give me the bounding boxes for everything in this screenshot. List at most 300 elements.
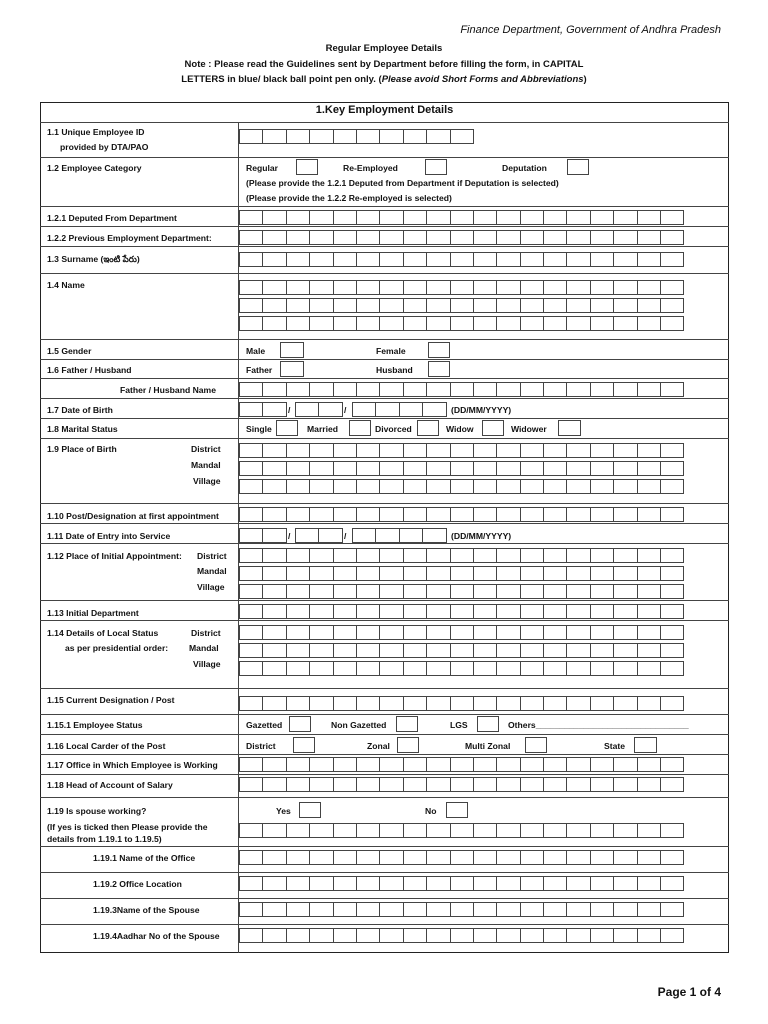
char-box[interactable] [286, 823, 310, 838]
char-box[interactable] [590, 696, 614, 711]
char-box[interactable] [426, 461, 450, 476]
char-box[interactable] [660, 479, 684, 494]
char-box[interactable] [286, 625, 310, 640]
char-box[interactable] [590, 298, 614, 313]
char-box[interactable] [566, 280, 590, 295]
char-box[interactable] [403, 823, 427, 838]
char-box[interactable] [613, 777, 637, 792]
char-box[interactable] [520, 252, 544, 267]
char-box[interactable] [450, 757, 474, 772]
char-box[interactable] [239, 316, 263, 331]
doe-dd-boxes[interactable] [239, 528, 286, 543]
char-box[interactable] [496, 298, 520, 313]
char-box[interactable] [356, 850, 380, 865]
char-box[interactable] [566, 548, 590, 563]
initial-dept-boxes[interactable] [239, 604, 683, 619]
char-box[interactable] [473, 604, 497, 619]
char-box[interactable] [660, 876, 684, 891]
char-box[interactable] [333, 696, 357, 711]
char-box[interactable] [239, 823, 263, 838]
char-box[interactable] [309, 604, 333, 619]
char-box[interactable] [520, 902, 544, 917]
checkbox-state[interactable] [634, 737, 657, 753]
char-box[interactable] [473, 928, 497, 943]
char-box[interactable] [590, 604, 614, 619]
char-box[interactable] [566, 850, 590, 865]
char-box[interactable] [450, 129, 474, 144]
char-box[interactable] [613, 507, 637, 522]
char-box[interactable] [356, 479, 380, 494]
char-box[interactable] [309, 928, 333, 943]
char-box[interactable] [660, 643, 684, 658]
char-box[interactable] [520, 316, 544, 331]
char-box[interactable] [613, 479, 637, 494]
char-box[interactable] [590, 479, 614, 494]
char-box[interactable] [239, 298, 263, 313]
char-box[interactable] [566, 643, 590, 658]
char-box[interactable] [450, 823, 474, 838]
checkbox-lgs[interactable] [477, 716, 499, 732]
char-box[interactable] [333, 252, 357, 267]
char-box[interactable] [309, 129, 333, 144]
char-box[interactable] [239, 625, 263, 640]
char-box[interactable] [403, 479, 427, 494]
char-box[interactable] [613, 566, 637, 581]
char-box[interactable] [590, 584, 614, 599]
char-box[interactable] [637, 850, 661, 865]
doe-yyyy-boxes[interactable] [352, 528, 446, 543]
char-box[interactable] [356, 902, 380, 917]
char-box[interactable] [262, 402, 286, 417]
char-box[interactable] [543, 230, 567, 245]
doe-mm-boxes[interactable] [295, 528, 342, 543]
char-box[interactable] [375, 402, 399, 417]
char-box[interactable] [403, 928, 427, 943]
char-box[interactable] [660, 823, 684, 838]
char-box[interactable] [473, 902, 497, 917]
char-box[interactable] [637, 461, 661, 476]
char-box[interactable] [333, 584, 357, 599]
char-box[interactable] [262, 461, 286, 476]
char-box[interactable] [356, 210, 380, 225]
char-box[interactable] [333, 507, 357, 522]
char-box[interactable] [590, 876, 614, 891]
char-box[interactable] [473, 443, 497, 458]
char-box[interactable] [333, 625, 357, 640]
char-box[interactable] [637, 823, 661, 838]
char-box[interactable] [543, 566, 567, 581]
char-box[interactable] [566, 876, 590, 891]
char-box[interactable] [262, 280, 286, 295]
char-box[interactable] [379, 230, 403, 245]
char-box[interactable] [262, 757, 286, 772]
char-box[interactable] [590, 625, 614, 640]
char-box[interactable] [262, 298, 286, 313]
char-box[interactable] [379, 584, 403, 599]
char-box[interactable] [379, 625, 403, 640]
checkbox-multi-zonal[interactable] [525, 737, 547, 753]
post-first-boxes[interactable] [239, 507, 683, 522]
char-box[interactable] [333, 443, 357, 458]
char-box[interactable] [333, 902, 357, 917]
char-box[interactable] [379, 876, 403, 891]
char-box[interactable] [356, 298, 380, 313]
char-box[interactable] [286, 230, 310, 245]
char-box[interactable] [473, 777, 497, 792]
char-box[interactable] [566, 443, 590, 458]
char-box[interactable] [262, 928, 286, 943]
char-box[interactable] [379, 696, 403, 711]
char-box[interactable] [590, 661, 614, 676]
char-box[interactable] [379, 928, 403, 943]
char-box[interactable] [286, 604, 310, 619]
checkbox-widower[interactable] [558, 420, 581, 436]
char-box[interactable] [543, 777, 567, 792]
checkbox-carder-district[interactable] [293, 737, 315, 753]
char-box[interactable] [613, 696, 637, 711]
char-box[interactable] [333, 823, 357, 838]
char-box[interactable] [309, 382, 333, 397]
char-box[interactable] [450, 928, 474, 943]
char-box[interactable] [286, 566, 310, 581]
char-box[interactable] [660, 902, 684, 917]
char-box[interactable] [496, 566, 520, 581]
char-box[interactable] [520, 777, 544, 792]
local-village-boxes[interactable] [239, 661, 683, 676]
char-box[interactable] [379, 566, 403, 581]
char-box[interactable] [496, 316, 520, 331]
char-box[interactable] [660, 507, 684, 522]
char-box[interactable] [309, 298, 333, 313]
char-box[interactable] [613, 604, 637, 619]
char-box[interactable] [637, 507, 661, 522]
char-box[interactable] [660, 316, 684, 331]
char-box[interactable] [450, 252, 474, 267]
char-box[interactable] [613, 876, 637, 891]
local-district-boxes[interactable] [239, 625, 683, 640]
char-box[interactable] [333, 316, 357, 331]
char-box[interactable] [426, 604, 450, 619]
char-box[interactable] [286, 777, 310, 792]
char-box[interactable] [450, 661, 474, 676]
char-box[interactable] [520, 566, 544, 581]
char-box[interactable] [239, 230, 263, 245]
char-box[interactable] [262, 528, 286, 543]
char-box[interactable] [613, 210, 637, 225]
char-box[interactable] [520, 625, 544, 640]
char-box[interactable] [566, 604, 590, 619]
char-box[interactable] [262, 252, 286, 267]
char-box[interactable] [262, 850, 286, 865]
char-box[interactable] [660, 210, 684, 225]
char-box[interactable] [637, 604, 661, 619]
char-box[interactable] [239, 507, 263, 522]
char-box[interactable] [426, 252, 450, 267]
char-box[interactable] [450, 777, 474, 792]
char-box[interactable] [379, 850, 403, 865]
char-box[interactable] [403, 696, 427, 711]
char-box[interactable] [239, 661, 263, 676]
char-box[interactable] [450, 230, 474, 245]
char-box[interactable] [239, 252, 263, 267]
char-box[interactable] [450, 548, 474, 563]
char-box[interactable] [637, 443, 661, 458]
char-box[interactable] [309, 461, 333, 476]
char-box[interactable] [262, 661, 286, 676]
char-box[interactable] [473, 584, 497, 599]
char-box[interactable] [286, 129, 310, 144]
char-box[interactable] [543, 696, 567, 711]
char-box[interactable] [473, 382, 497, 397]
char-box[interactable] [403, 661, 427, 676]
char-box[interactable] [613, 643, 637, 658]
char-box[interactable] [450, 461, 474, 476]
char-box[interactable] [543, 584, 567, 599]
char-box[interactable] [356, 382, 380, 397]
char-box[interactable] [496, 643, 520, 658]
char-box[interactable] [543, 461, 567, 476]
char-box[interactable] [379, 443, 403, 458]
char-box[interactable] [637, 298, 661, 313]
char-box[interactable] [379, 604, 403, 619]
char-box[interactable] [403, 507, 427, 522]
char-box[interactable] [590, 461, 614, 476]
char-box[interactable] [543, 823, 567, 838]
checkbox-regular[interactable] [296, 159, 318, 175]
char-box[interactable] [590, 443, 614, 458]
char-box[interactable] [239, 528, 263, 543]
char-box[interactable] [590, 757, 614, 772]
char-box[interactable] [637, 382, 661, 397]
char-box[interactable] [379, 210, 403, 225]
char-box[interactable] [286, 850, 310, 865]
char-box[interactable] [450, 625, 474, 640]
char-box[interactable] [356, 507, 380, 522]
char-box[interactable] [496, 696, 520, 711]
char-box[interactable] [566, 298, 590, 313]
char-box[interactable] [520, 382, 544, 397]
char-box[interactable] [473, 850, 497, 865]
char-box[interactable] [496, 382, 520, 397]
char-box[interactable] [473, 548, 497, 563]
fh-name-boxes[interactable] [239, 382, 683, 397]
char-box[interactable] [566, 316, 590, 331]
char-box[interactable] [660, 382, 684, 397]
dob-yyyy-boxes[interactable] [352, 402, 446, 417]
char-box[interactable] [543, 876, 567, 891]
char-box[interactable] [239, 461, 263, 476]
char-box[interactable] [356, 928, 380, 943]
char-box[interactable] [356, 548, 380, 563]
char-box[interactable] [637, 777, 661, 792]
char-box[interactable] [543, 643, 567, 658]
char-box[interactable] [426, 507, 450, 522]
char-box[interactable] [496, 252, 520, 267]
char-box[interactable] [403, 382, 427, 397]
char-box[interactable] [566, 902, 590, 917]
char-box[interactable] [426, 643, 450, 658]
char-box[interactable] [566, 252, 590, 267]
char-box[interactable] [473, 280, 497, 295]
checkbox-father[interactable] [280, 361, 304, 377]
char-box[interactable] [637, 316, 661, 331]
char-box[interactable] [496, 661, 520, 676]
char-box[interactable] [520, 280, 544, 295]
char-box[interactable] [520, 461, 544, 476]
char-box[interactable] [379, 661, 403, 676]
char-box[interactable] [543, 479, 567, 494]
char-box[interactable] [379, 461, 403, 476]
initial-village-boxes[interactable] [239, 584, 683, 599]
char-box[interactable] [566, 757, 590, 772]
char-box[interactable] [660, 777, 684, 792]
char-box[interactable] [309, 230, 333, 245]
char-box[interactable] [333, 548, 357, 563]
char-box[interactable] [450, 696, 474, 711]
char-box[interactable] [543, 507, 567, 522]
char-box[interactable] [520, 757, 544, 772]
char-box[interactable] [356, 316, 380, 331]
char-box[interactable] [473, 210, 497, 225]
char-box[interactable] [379, 643, 403, 658]
char-box[interactable] [309, 643, 333, 658]
char-box[interactable] [473, 252, 497, 267]
checkbox-yes[interactable] [299, 802, 321, 818]
char-box[interactable] [239, 402, 263, 417]
char-box[interactable] [496, 604, 520, 619]
char-box[interactable] [286, 696, 310, 711]
char-box[interactable] [262, 548, 286, 563]
initial-mandal-boxes[interactable] [239, 566, 683, 581]
char-box[interactable] [590, 316, 614, 331]
local-mandal-boxes[interactable] [239, 643, 683, 658]
char-box[interactable] [496, 210, 520, 225]
char-box[interactable] [356, 280, 380, 295]
char-box[interactable] [450, 643, 474, 658]
char-box[interactable] [637, 696, 661, 711]
char-box[interactable] [496, 928, 520, 943]
char-box[interactable] [286, 507, 310, 522]
char-box[interactable] [613, 461, 637, 476]
checkbox-deputation[interactable] [567, 159, 589, 175]
char-box[interactable] [333, 280, 357, 295]
char-box[interactable] [422, 402, 446, 417]
char-box[interactable] [379, 777, 403, 792]
char-box[interactable] [333, 643, 357, 658]
char-box[interactable] [660, 566, 684, 581]
char-box[interactable] [520, 850, 544, 865]
char-box[interactable] [496, 757, 520, 772]
char-box[interactable] [637, 548, 661, 563]
char-box[interactable] [286, 643, 310, 658]
char-box[interactable] [333, 298, 357, 313]
char-box[interactable] [309, 479, 333, 494]
checkbox-gazetted[interactable] [289, 716, 311, 732]
pob-district-boxes[interactable] [239, 443, 683, 458]
char-box[interactable] [543, 757, 567, 772]
char-box[interactable] [496, 584, 520, 599]
spouse-aadhar-boxes[interactable] [239, 928, 683, 943]
char-box[interactable] [660, 230, 684, 245]
char-box[interactable] [286, 298, 310, 313]
char-box[interactable] [566, 461, 590, 476]
char-box[interactable] [613, 757, 637, 772]
name-boxes-1[interactable] [239, 280, 683, 295]
char-box[interactable] [473, 479, 497, 494]
char-box[interactable] [543, 316, 567, 331]
char-box[interactable] [496, 625, 520, 640]
char-box[interactable] [543, 850, 567, 865]
char-box[interactable] [239, 604, 263, 619]
char-box[interactable] [262, 566, 286, 581]
char-box[interactable] [309, 566, 333, 581]
char-box[interactable] [520, 696, 544, 711]
char-box[interactable] [239, 129, 263, 144]
char-box[interactable] [318, 528, 342, 543]
char-box[interactable] [520, 643, 544, 658]
char-box[interactable] [239, 850, 263, 865]
char-box[interactable] [356, 604, 380, 619]
char-box[interactable] [403, 230, 427, 245]
char-box[interactable] [309, 661, 333, 676]
name-boxes-2[interactable] [239, 298, 683, 313]
char-box[interactable] [426, 876, 450, 891]
char-box[interactable] [613, 230, 637, 245]
char-box[interactable] [333, 382, 357, 397]
char-box[interactable] [262, 479, 286, 494]
char-box[interactable] [379, 298, 403, 313]
char-box[interactable] [403, 316, 427, 331]
checkbox-non-gazetted[interactable] [396, 716, 418, 732]
char-box[interactable] [309, 210, 333, 225]
char-box[interactable] [590, 252, 614, 267]
checkbox-male[interactable] [280, 342, 304, 358]
char-box[interactable] [403, 129, 427, 144]
char-box[interactable] [566, 777, 590, 792]
char-box[interactable] [613, 298, 637, 313]
char-box[interactable] [450, 902, 474, 917]
char-box[interactable] [660, 696, 684, 711]
char-box[interactable] [239, 584, 263, 599]
char-box[interactable] [262, 823, 286, 838]
char-box[interactable] [590, 643, 614, 658]
char-box[interactable] [295, 528, 319, 543]
char-box[interactable] [613, 382, 637, 397]
char-box[interactable] [543, 298, 567, 313]
char-box[interactable] [403, 566, 427, 581]
char-box[interactable] [473, 461, 497, 476]
char-box[interactable] [403, 850, 427, 865]
pob-mandal-boxes[interactable] [239, 461, 683, 476]
uid-boxes[interactable] [239, 129, 473, 144]
char-box[interactable] [660, 850, 684, 865]
head-account-boxes[interactable] [239, 777, 683, 792]
char-box[interactable] [637, 661, 661, 676]
char-box[interactable] [613, 548, 637, 563]
char-box[interactable] [379, 129, 403, 144]
char-box[interactable] [379, 316, 403, 331]
char-box[interactable] [262, 604, 286, 619]
char-box[interactable] [286, 382, 310, 397]
char-box[interactable] [426, 928, 450, 943]
char-box[interactable] [660, 461, 684, 476]
char-box[interactable] [403, 625, 427, 640]
char-box[interactable] [379, 382, 403, 397]
char-box[interactable] [403, 548, 427, 563]
char-box[interactable] [356, 876, 380, 891]
char-box[interactable] [613, 280, 637, 295]
char-box[interactable] [333, 876, 357, 891]
